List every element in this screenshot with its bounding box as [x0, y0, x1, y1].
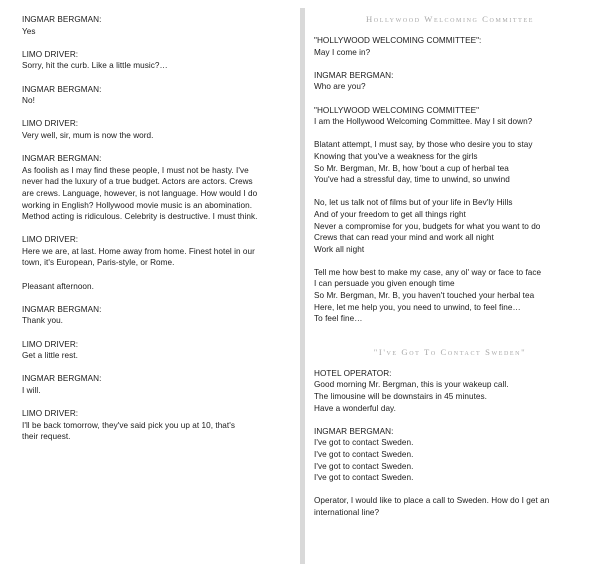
- dialogue-line: No!: [22, 96, 35, 106]
- dialogue-line: Operator, I would like to place a call to Sweden. How do I get an: [314, 496, 550, 506]
- dialogue-block: [22, 84, 290, 107]
- dialogue-line: never had the luxury of a true budget. Actors are actors. Crews: [22, 177, 253, 187]
- dialogue-line: Good morning Mr. Bergman, this is your wakeup call.: [314, 380, 509, 390]
- dialogue-block: [22, 408, 290, 443]
- dialogue-line: Tell me how best to make my case, any ol' way or face to face: [314, 267, 542, 277]
- dialogue-line: Who are you?: [314, 82, 366, 92]
- section-hollywood-welcoming-committee: [314, 35, 586, 325]
- dialogue-block: [22, 153, 290, 223]
- dialogue-line: Thank you.: [22, 316, 64, 326]
- section-contact-sweden: [314, 368, 586, 519]
- speaker-name: LIMO DRIVER:: [22, 339, 79, 349]
- dialogue-line: I've got to contact Sweden.: [314, 438, 414, 448]
- speaker-name: "HOLLYWOOD WELCOMING COMMITTEE":: [314, 36, 482, 45]
- dialogue-line: Knowing that you've a weakness for the girls: [314, 151, 478, 161]
- speaker-name: LIMO DRIVER:: [22, 409, 79, 419]
- speaker-name: LIMO DRIVER:: [22, 49, 79, 59]
- dialogue-line: May I come in?: [314, 47, 371, 57]
- dialogue-line: Blatant attempt, I must say, by those who desire you to stay: [314, 140, 533, 150]
- dialogue-line: are crews. Language, however, is not language. How would I do: [22, 188, 258, 198]
- speaker-name: INGMAR BERGMAN:: [22, 304, 102, 314]
- dialogue-block: [22, 339, 290, 362]
- dialogue-line: Have a wonderful day.: [314, 403, 396, 413]
- dialogue-line: So Mr. Bergman, Mr. B, you haven't touched your herbal tea: [314, 291, 535, 301]
- speaker-name: INGMAR BERGMAN:: [22, 374, 102, 384]
- dialogue-line: Method acting is ridiculous. Celebrity is destructive. I must think.: [22, 212, 258, 222]
- dialogue-line: Get a little rest.: [22, 351, 78, 361]
- dialogue-line: So Mr. Bergman, Mr. B, how 'bout a cup of herbal tea: [314, 163, 509, 173]
- dialogue-line: Sorry, hit the curb. Like a little music?…: [22, 61, 168, 71]
- dialogue-line: I am the Hollywood Welcoming Committee. May I sit down?: [314, 117, 533, 127]
- dialogue-line: No, let us talk not of films but of your life in Bev'ly Hills: [314, 198, 513, 208]
- section-title-contact-sweden: "I've Got To Contact Sweden": [373, 346, 527, 357]
- dialogue-line: I will.: [22, 386, 41, 395]
- dialogue-block: [22, 14, 290, 37]
- dialogue-line: international line?: [314, 507, 380, 517]
- dialogue-line: town, it's European, Paris-style, or Rome.: [22, 258, 175, 268]
- speaker-name: LIMO DRIVER:: [22, 119, 79, 129]
- dialogue-line: working in English? Hollywood movie music is an abomination.: [22, 200, 253, 210]
- dialogue-line: I've got to contact Sweden.: [314, 473, 414, 483]
- dialogue-block: [314, 197, 586, 255]
- speaker-name: INGMAR BERGMAN:: [314, 70, 394, 80]
- dialogue-block: [314, 35, 586, 58]
- dialogue-line: Never a compromise for you, budgets for what you want to do: [314, 221, 541, 231]
- dialogue-line: I'll be back tomorrow, they've said pick you up at 10, that's: [22, 420, 235, 430]
- dialogue-block: [22, 373, 290, 396]
- speaker-name: INGMAR BERGMAN:: [22, 15, 102, 24]
- speaker-name: HOTEL OPERATOR:: [314, 368, 392, 378]
- dialogue-line: I've got to contact Sweden.: [314, 461, 414, 471]
- dialogue-block: [22, 118, 290, 141]
- dialogue-block: [22, 304, 290, 327]
- column-divider: [300, 8, 305, 564]
- section-title-hollywood-welcoming-committee: Hollywood Welcoming Committee: [366, 14, 534, 24]
- speaker-name: INGMAR BERGMAN:: [22, 84, 102, 94]
- speaker-name: LIMO DRIVER:: [22, 235, 79, 245]
- speaker-name: INGMAR BERGMAN:: [22, 154, 102, 164]
- dialogue-line: Yes: [22, 26, 36, 36]
- dialogue-block: [314, 70, 586, 93]
- dialogue-line: I've got to contact Sweden.: [314, 450, 414, 459]
- dialogue-line: I can persuade you given enough time: [314, 279, 455, 289]
- dialogue-line: You've had a stressful day, time to unwind, so unwind: [314, 175, 510, 185]
- dialogue-line: Work all night: [314, 244, 365, 254]
- dialogue-block: [314, 495, 586, 518]
- dialogue-line: As foolish as I may find these people, I must not be hasty. I've: [22, 165, 249, 175]
- left-column: [22, 0, 290, 455]
- dialogue-block: [314, 267, 586, 325]
- dialogue-block: [314, 139, 586, 185]
- speaker-name: INGMAR BERGMAN:: [314, 426, 394, 436]
- dialogue-line: Crews that can read your mind and work all night: [314, 233, 494, 243]
- dialogue-block: [22, 281, 290, 293]
- dialogue-line: Here we are, at last. Home away from home. Finest hotel in our: [22, 246, 255, 256]
- dialogue-line: Here, let me help you, you need to unwind, to feel fine…: [314, 302, 521, 312]
- dialogue-block: [314, 368, 586, 414]
- right-column: [314, 0, 586, 530]
- dialogue-line: Very well, sir, mum is now the word.: [22, 130, 154, 140]
- dialogue-line: Pleasant afternoon.: [22, 281, 94, 291]
- dialogue-line: The limousine will be downstairs in 45 minutes.: [314, 392, 487, 402]
- dialogue-line: And of your freedom to get all things right: [314, 209, 466, 219]
- speaker-name: "HOLLYWOOD WELCOMING COMMITTEE": [314, 105, 480, 115]
- dialogue-line: To feel fine…: [314, 314, 363, 324]
- dialogue-block: [314, 426, 586, 484]
- dialogue-line: their request.: [22, 432, 71, 442]
- dialogue-block: [22, 49, 290, 72]
- dialogue-block: [314, 105, 586, 128]
- dialogue-block: [22, 234, 290, 269]
